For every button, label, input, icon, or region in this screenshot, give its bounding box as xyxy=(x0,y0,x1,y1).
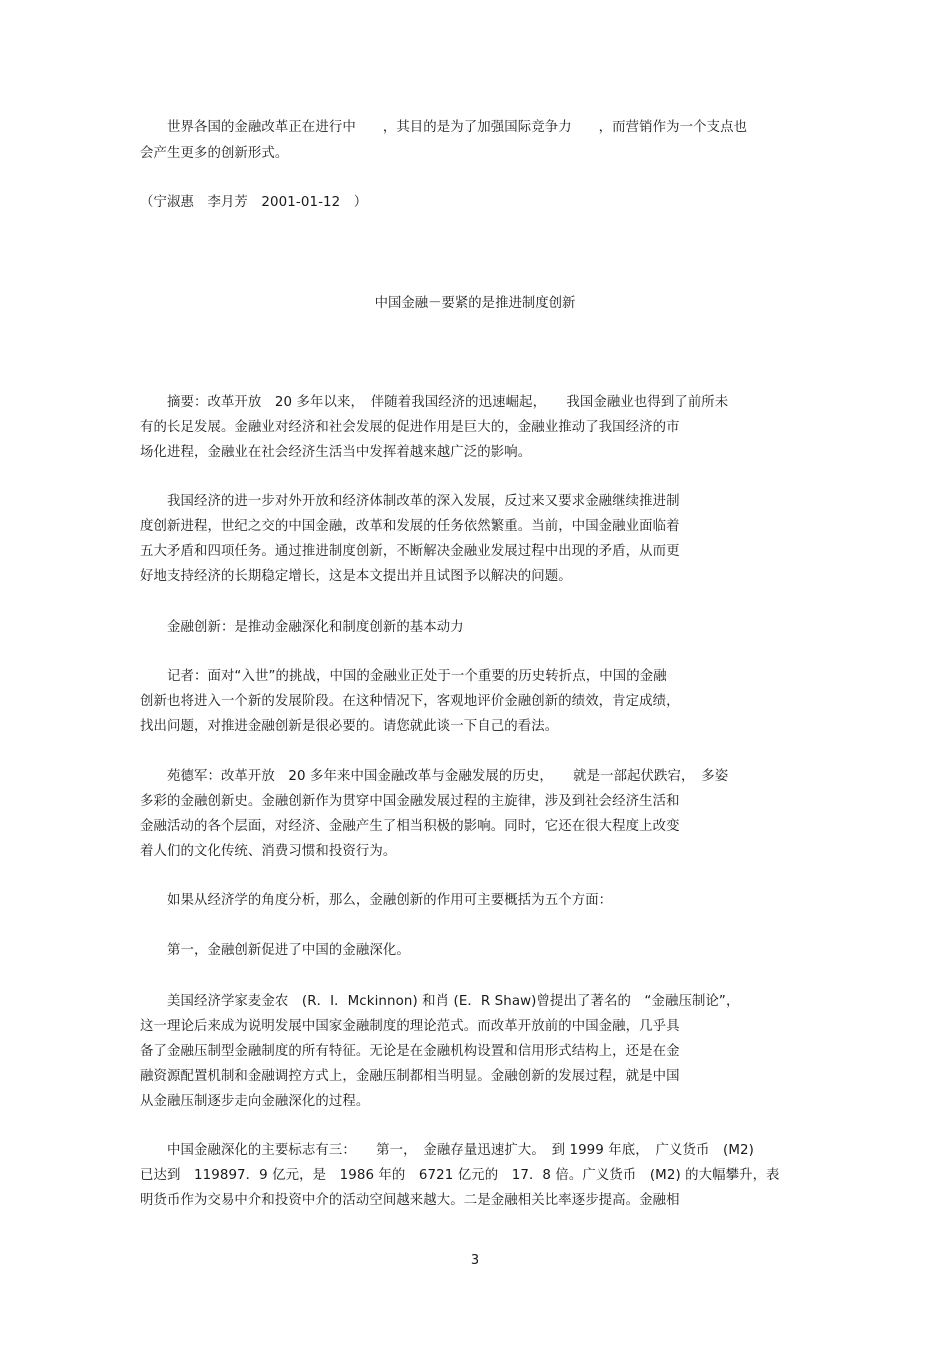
paragraph-line: 第一，金融创新促进了中国的金融深化。 xyxy=(140,943,410,958)
section-heading: 金融创新：是推动金融深化和制度创新的基本动力 xyxy=(140,620,464,635)
paragraph-line: 有的长足发展。金融业对经济和社会发展的促进作用是巨大的，金融业推动了我国经济的市 xyxy=(140,420,680,435)
paragraph-line: 金融活动的各个层面，对经济、金融产生了相当积极的影响。同时，它还在很大程度上改变 xyxy=(140,819,680,834)
paragraph-line: 五大矛盾和四项任务。通过推进制度创新，不断解决金融业发展过程中出现的矛盾，从而更 xyxy=(140,544,680,559)
paragraph-line: 好地支持经济的长期稳定增长，这是本文提出并且试图予以解决的问题。 xyxy=(140,569,572,584)
paragraph-line: 找出问题，对推进金融创新是很必要的。请您就此谈一下自己的看法。 xyxy=(140,719,559,734)
paragraph-line: 这一理论后来成为说明发展中国家金融制度的理论范式。而改革开放前的中国金融，几乎具 xyxy=(140,1019,680,1034)
paragraph-line: 场化进程，金融业在社会经济生活当中发挥着越来越广泛的影响。 xyxy=(140,445,532,460)
paragraph-line: 着人们的文化传统、消费习惯和投资行为。 xyxy=(140,844,397,859)
paragraph-line: 已达到 119897．9 亿元，是 1986 年的 6721 亿元的 17．8 倍。广义货币 (M2) 的大幅攀升，表 xyxy=(140,1168,780,1183)
paragraph-line: 如果从经济学的角度分析，那么，金融创新的作用可主要概括为五个方面： xyxy=(140,893,613,908)
intro-line-1: 世界各国的金融改革正在进行中 ，其目的是为了加强国际竞争力 ，而营销作为一个支点也 xyxy=(140,120,748,135)
paragraph-line: 融资源配置机制和金融调控方式上，金融压制都相当明显。金融创新的发展过程，就是中国 xyxy=(140,1069,680,1084)
article-title: 中国金融－要紧的是推进制度创新 xyxy=(374,296,576,311)
paragraph-line: 苑德军：改革开放 20 多年来中国金融改革与金融发展的历史， 就是一部起伏跌宕， 多姿 xyxy=(140,769,729,784)
page-number: 3 xyxy=(470,1253,480,1268)
paragraph-line: 中国金融深化的主要标志有三： 第一， 金融存量迅速扩大。 到 1999 年底， 广义货币 (M2) xyxy=(140,1143,754,1158)
paragraph-line: 我国经济的进一步对外开放和经济体制改革的深入发展，反过来又要求金融继续推进制 xyxy=(140,494,680,509)
paragraph-line: 度创新进程，世纪之交的中国金融，改革和发展的任务依然繁重。当前，中国金融业面临着 xyxy=(140,519,680,534)
paragraph-line: 记者：面对“入世”的挑战，中国的金融业正处于一个重要的历史转折点，中国的金融 xyxy=(140,669,667,684)
byline: （宁淑惠 李月芳 2001-01-12 ） xyxy=(140,195,368,210)
paragraph-line: 明货币作为交易中介和投资中介的活动空间越来越大。二是金融相关比率逐步提高。金融相 xyxy=(140,1193,680,1208)
paragraph-line: 从金融压制逐步走向金融深化的过程。 xyxy=(140,1094,370,1109)
paragraph-line: 创新也将进入一个新的发展阶段。在这种情况下，客观地评价金融创新的绩效，肯定成绩， xyxy=(140,694,680,709)
intro-line-2: 会产生更多的创新形式。 xyxy=(140,146,289,161)
paragraph-line: 美国经济学家麦金农 (R．I．Mckinnon) 和肖 (E．R Shaw)曾提出了著名的 “金融压制论”， xyxy=(140,994,740,1009)
paragraph-line: 备了金融压制型金融制度的所有特征。无论是在金融机构设置和信用形式结构上，还是在金 xyxy=(140,1044,680,1059)
paragraph-line: 多彩的金融创新史。金融创新作为贯穿中国金融发展过程的主旋律，涉及到社会经济生活和 xyxy=(140,794,680,809)
paragraph-line: 摘要：改革开放 20 多年以来， 伴随着我国经济的迅速崛起， 我国金融业也得到了前所未 xyxy=(140,395,729,410)
